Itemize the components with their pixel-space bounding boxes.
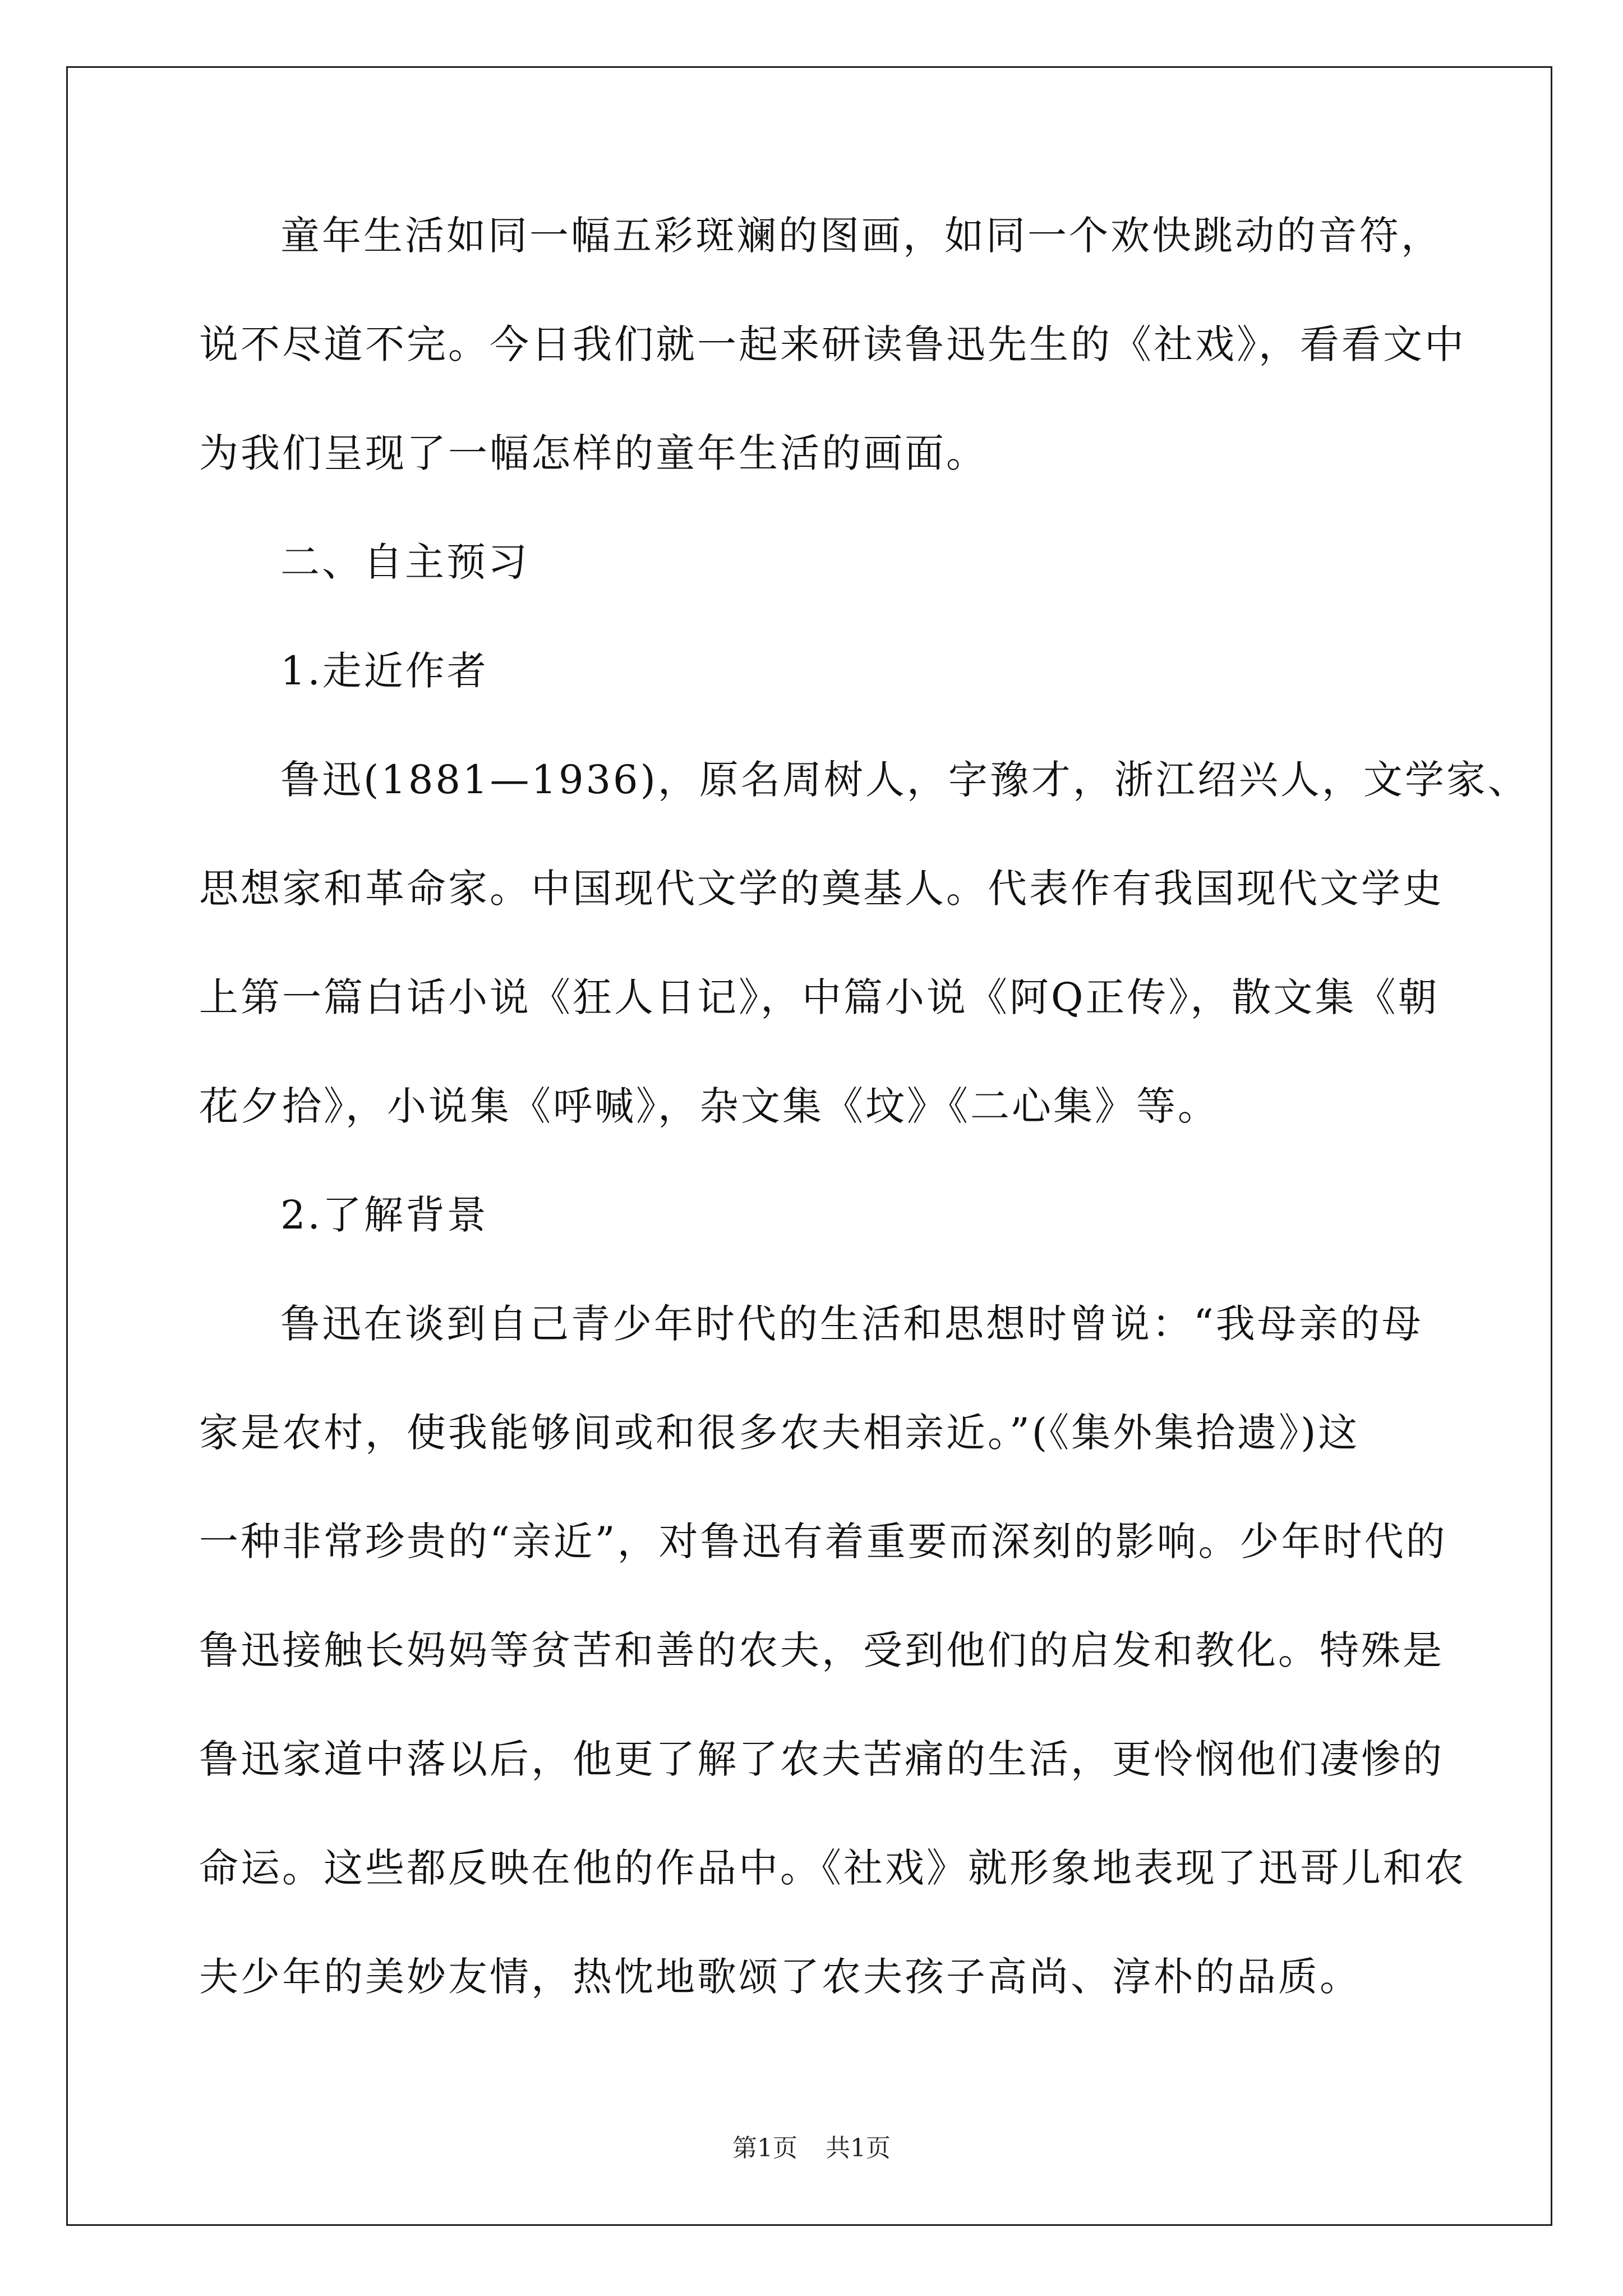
document-body (199, 213, 1529, 2066)
paragraph-line: 一种非常珍贵的“亲近”，对鲁迅有着重要而深刻的影响。少年时代的 (199, 1519, 1447, 1565)
paragraph-line: 思想家和革命家。中国现代文学的奠基人。代表作有我国现代文学史 (199, 866, 1444, 912)
section-heading: 二、自主预习 (280, 539, 529, 585)
paragraph-line: 鲁迅在谈到自己青少年时代的生活和思想时曾说：“我母亲的母 (280, 1301, 1423, 1347)
page-footer (0, 2136, 1623, 2161)
paragraph-line: 为我们呈现了一幅怎样的童年生活的画面。 (199, 430, 988, 476)
paragraph-line: 夫少年的美妙友情，热忱地歌颂了农夫孩子高尚、淳朴的品质。 (199, 1954, 1361, 2000)
paragraph-line: 鲁迅家道中落以后，他更了解了农夫苦痛的生活，更怜悯他们凄惨的 (199, 1736, 1444, 1782)
paragraph-line: 鲁迅接触长妈妈等贫苦和善的农夫，受到他们的启发和教化。特殊是 (199, 1627, 1444, 1673)
paragraph-line: 鲁迅(1881—1936)，原名周树人，字豫才，浙江绍兴人，文学家、 (280, 757, 1529, 803)
subsection-heading: 2.了解背景 (280, 1192, 488, 1238)
subsection-heading: 1.走近作者 (280, 648, 488, 694)
paragraph-line: 花夕拾》，小说集《呼喊》，杂文集《坟》《二心集》等。 (199, 1083, 1219, 1129)
paragraph-line: 上第一篇白话小说《狂人日记》，中篇小说《阿Q正传》，散文集《朝 (199, 974, 1440, 1020)
page-number-current: 第1页 (732, 2134, 797, 2162)
paragraph-line: 家是农村，使我能够间或和很多农夫相亲近。”(《集外集拾遗》)这 (199, 1410, 1360, 1456)
paragraph-line: 童年生活如同一幅五彩斑斓的图画，如同一个欢快跳动的音符， (280, 213, 1442, 259)
paragraph-line: 命运。这些都反映在他的作品中。《社戏》就形象地表现了迅哥儿和农 (199, 1845, 1466, 1891)
page-number-total: 共1页 (826, 2134, 891, 2162)
paragraph-line: 说不尽道不完。今日我们就一起来研读鲁迅先生的《社戏》，看看文中 (199, 321, 1466, 367)
